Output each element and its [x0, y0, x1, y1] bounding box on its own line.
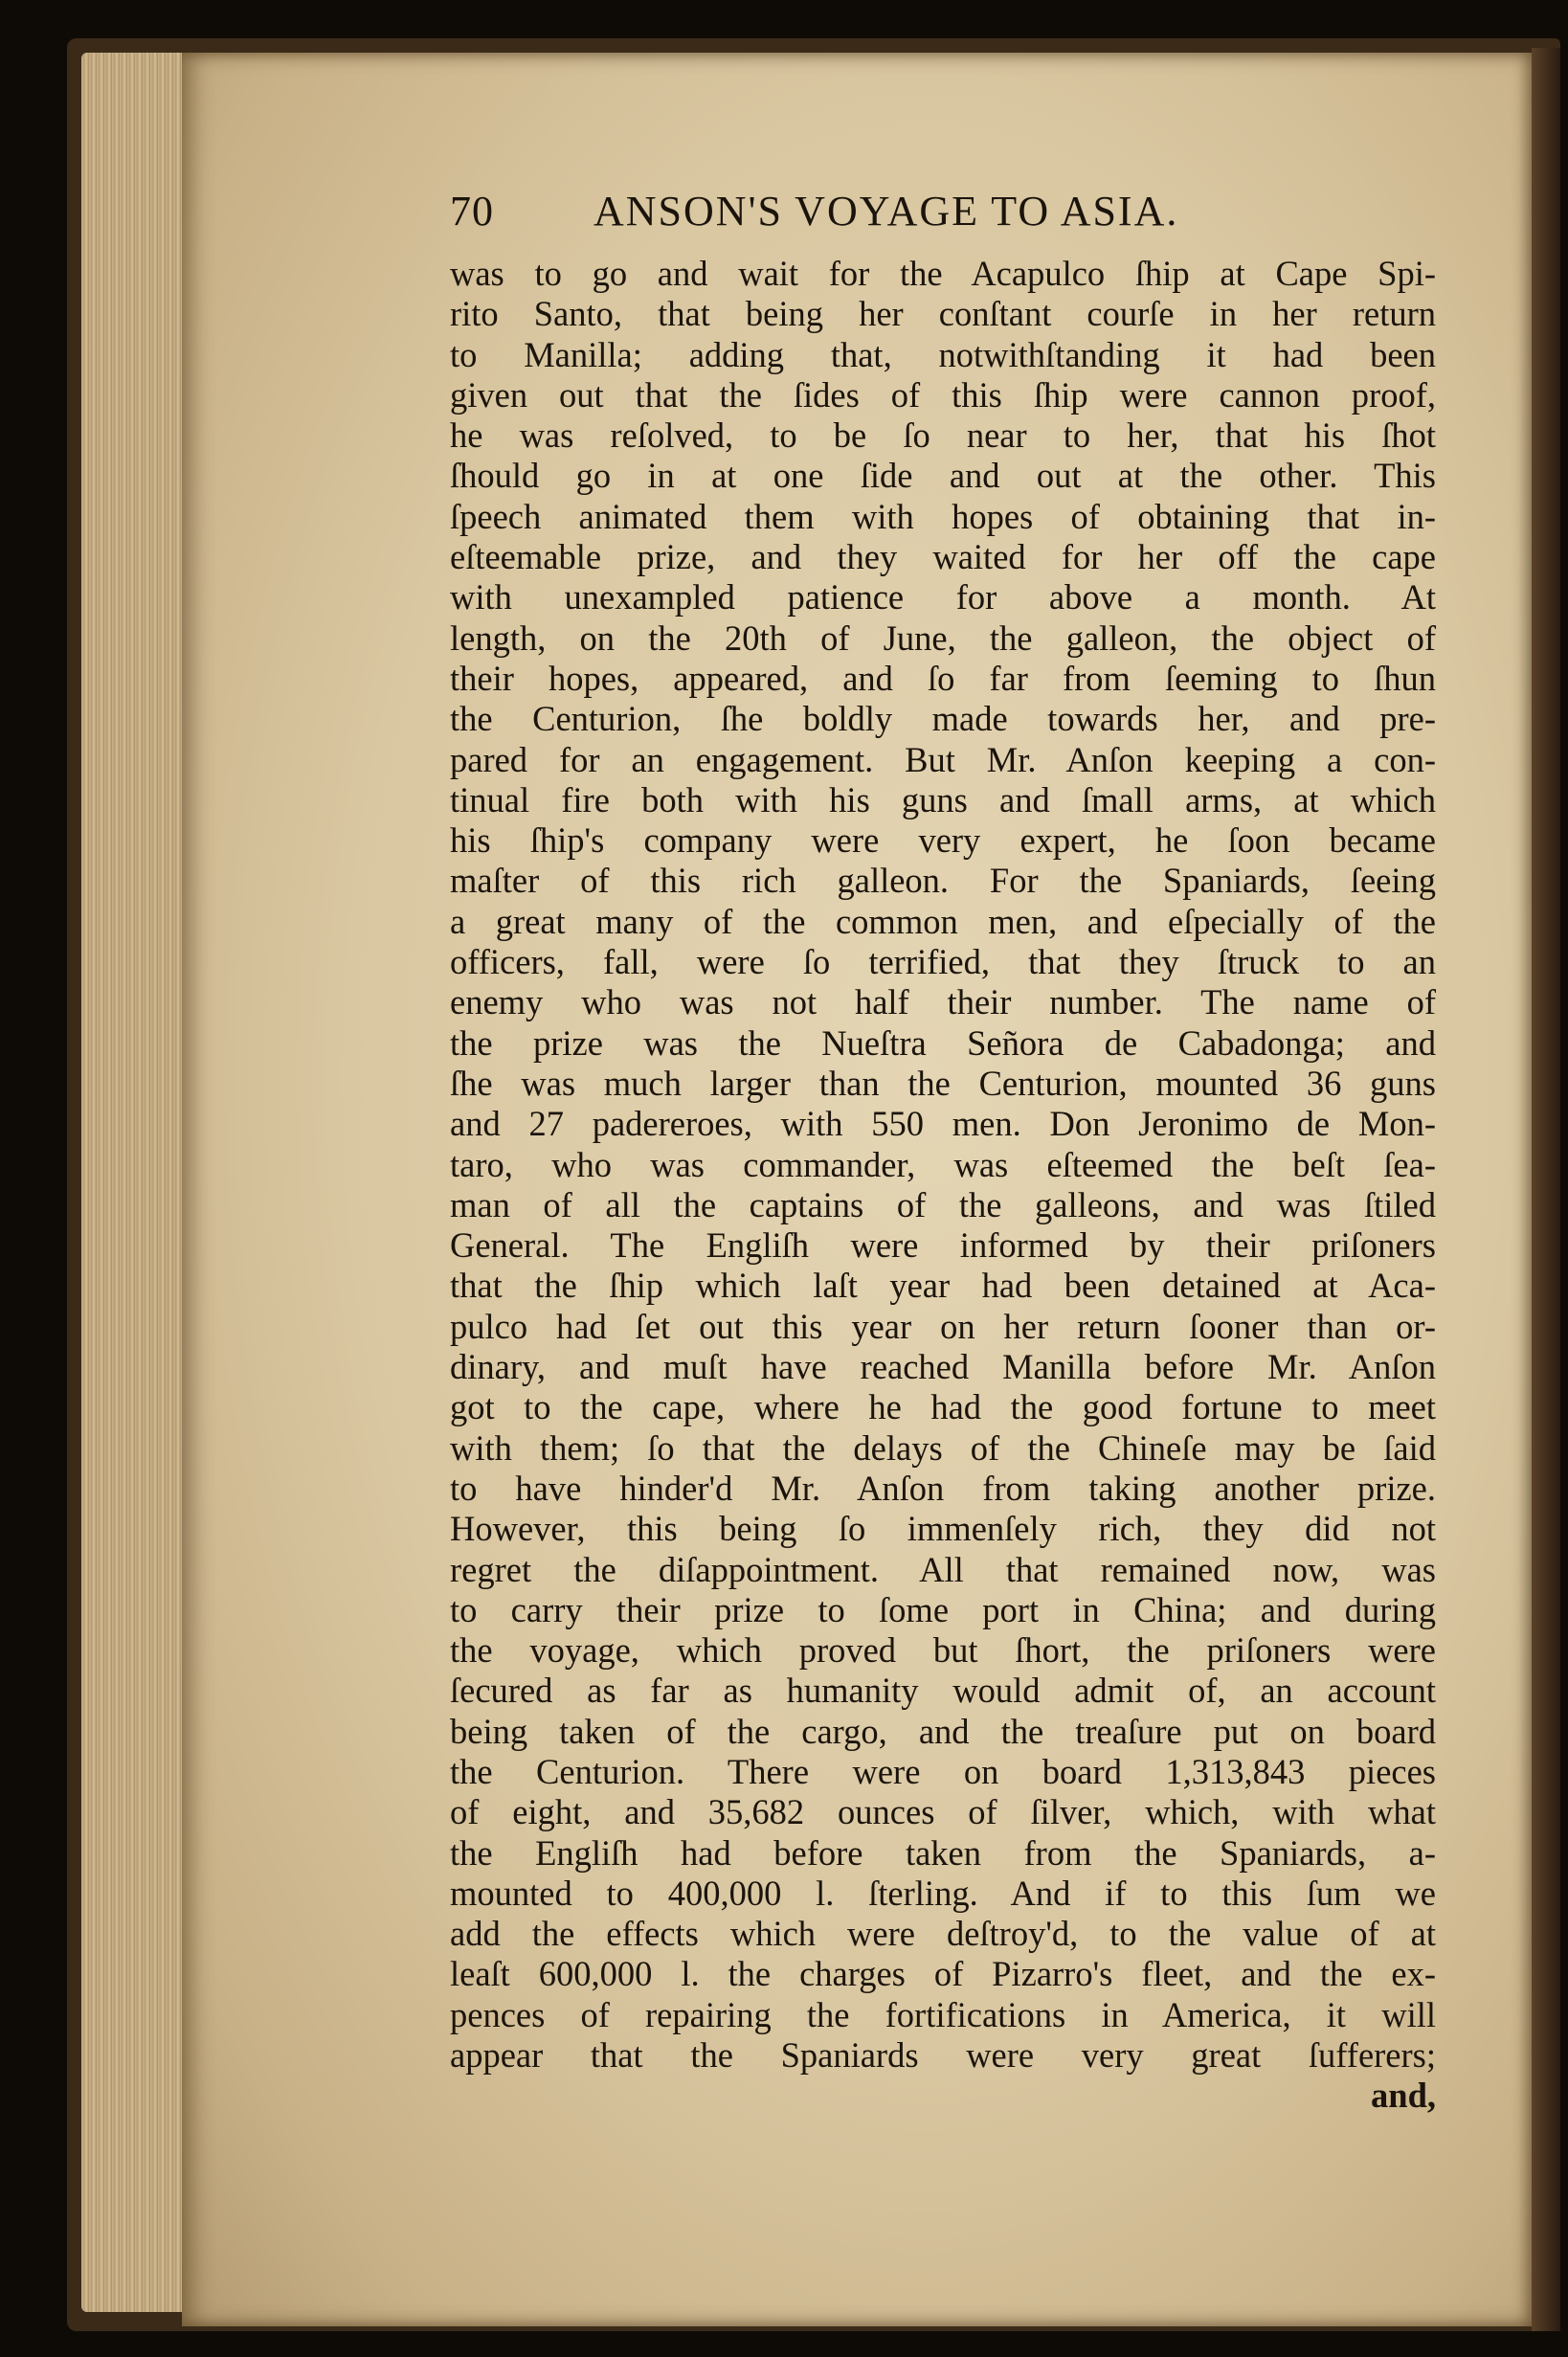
- text-line: add the effects which were deſtroy'd, to the value of at: [450, 1914, 1436, 1954]
- text-line: pared for an engagement. But Mr. Anſon keeping a con-: [450, 739, 1436, 779]
- text-line: was to go and wait for the Acapulco ſhip at Cape Spi-: [450, 254, 1436, 293]
- text-line: he was reſolved, to be ſo near to her, that his ſhot: [450, 415, 1436, 456]
- text-line: man of all the captains of the galleons, and was ſtiled: [450, 1184, 1436, 1224]
- catchword: and,: [1371, 2076, 1436, 2116]
- text-line: a great many of the common men, and eſpecially of the: [450, 901, 1436, 941]
- text-line: ſhe was much larger than the Centurion, mounted 36 guns: [450, 1063, 1436, 1103]
- text-line: mounted to 400,000 l. ſterling. And if to this ſum we: [450, 1873, 1436, 1913]
- text-line: and 27 padereroes, with 550 men. Don Jeronimo de Mon-: [450, 1104, 1436, 1144]
- text-line: that the ſhip which laſt year had been detained at Aca-: [450, 1266, 1436, 1306]
- text-line: taro, who was commander, was eſteemed the beſt ſea-: [450, 1144, 1436, 1184]
- text-line: being taken of the cargo, and the treaſure put on board: [450, 1711, 1436, 1751]
- text-line: the Centurion, ſhe boldly made towards her, and pre-: [450, 699, 1436, 739]
- text-line: dinary, and muſt have reached Manilla before Mr. Anſon: [450, 1347, 1436, 1387]
- text-line: the prize was the Nueſtra Señora de Cabadonga; and: [450, 1022, 1436, 1063]
- text-line: their hopes, appeared, and ſo far from ſeeming to ſhun: [450, 658, 1436, 698]
- running-title: ANSON'S VOYAGE TO ASIA.: [594, 188, 1179, 235]
- text-line: tinual fire both with his guns and ſmall arms, at which: [450, 779, 1436, 819]
- text-line: ſpeech animated them with hopes of obtaining that in-: [450, 496, 1436, 536]
- text-line: officers, fall, were ſo terrified, that they ſtruck to an: [450, 942, 1436, 982]
- text-line: pences of repairing the fortifications in America, it will: [450, 1994, 1436, 2034]
- text-line: leaſt 600,000 l. the charges of Pizarro's fleet, and the ex-: [450, 1954, 1436, 1994]
- text-line: the Engliſh had before taken from the Spaniards, a-: [450, 1832, 1436, 1873]
- text-line: the voyage, which proved but ſhort, the priſoners were: [450, 1630, 1436, 1671]
- text-line: maſter of this rich galleon. For the Spaniards, ſeeing: [450, 861, 1436, 901]
- text-line: to have hinder'd Mr. Anſon from taking another prize.: [450, 1468, 1436, 1508]
- text-line: to carry their prize to ſome port in China; and during: [450, 1589, 1436, 1629]
- text-line: ſecured as far as humanity would admit of, an account: [450, 1671, 1436, 1711]
- body-text: [450, 254, 1436, 2076]
- text-line: the Centurion. There were on board 1,313,843 pieces: [450, 1751, 1436, 1791]
- text-line: to Manilla; adding that, notwithſtanding it had been: [450, 334, 1436, 374]
- text-line: However, this being ſo immenſely rich, they did not: [450, 1509, 1436, 1549]
- text-line: got to the cape, where he had the good fortune to meet: [450, 1387, 1436, 1427]
- text-line: with unexampled patience for above a month. At: [450, 577, 1436, 617]
- text-line: appear that the Spaniards were very great ſufferers;: [450, 2035, 1436, 2076]
- running-header: [450, 187, 1436, 254]
- text-line: enemy who was not half their number. The name of: [450, 982, 1436, 1022]
- text-line: regret the diſappointment. All that remained now, was: [450, 1549, 1436, 1589]
- text-line: with them; ſo that the delays of the Chineſe may be ſaid: [450, 1427, 1436, 1468]
- text-line: General. The Engliſh were informed by their priſoners: [450, 1225, 1436, 1266]
- text-line: ſhould go in at one ſide and out at the other. This: [450, 456, 1436, 496]
- gutter-shadow: [1532, 48, 1560, 2331]
- text-line: given out that the ſides of this ſhip were cannon proof,: [450, 374, 1436, 415]
- text-line: rito Santo, that being her conſtant courſe in her return: [450, 294, 1436, 334]
- text-line: length, on the 20th of June, the galleon, the object of: [450, 617, 1436, 658]
- page-number: 70: [450, 188, 494, 235]
- text-line: his ſhip's company were very expert, he ſoon became: [450, 820, 1436, 861]
- text-line: eſteemable prize, and they waited for her off the cape: [450, 537, 1436, 577]
- text-line: of eight, and 35,682 ounces of ſilver, which, with what: [450, 1792, 1436, 1832]
- text-line: pulco had ſet out this year on her return ſooner than or-: [450, 1306, 1436, 1346]
- page-edges: [81, 53, 187, 2312]
- page-content: [450, 187, 1436, 2116]
